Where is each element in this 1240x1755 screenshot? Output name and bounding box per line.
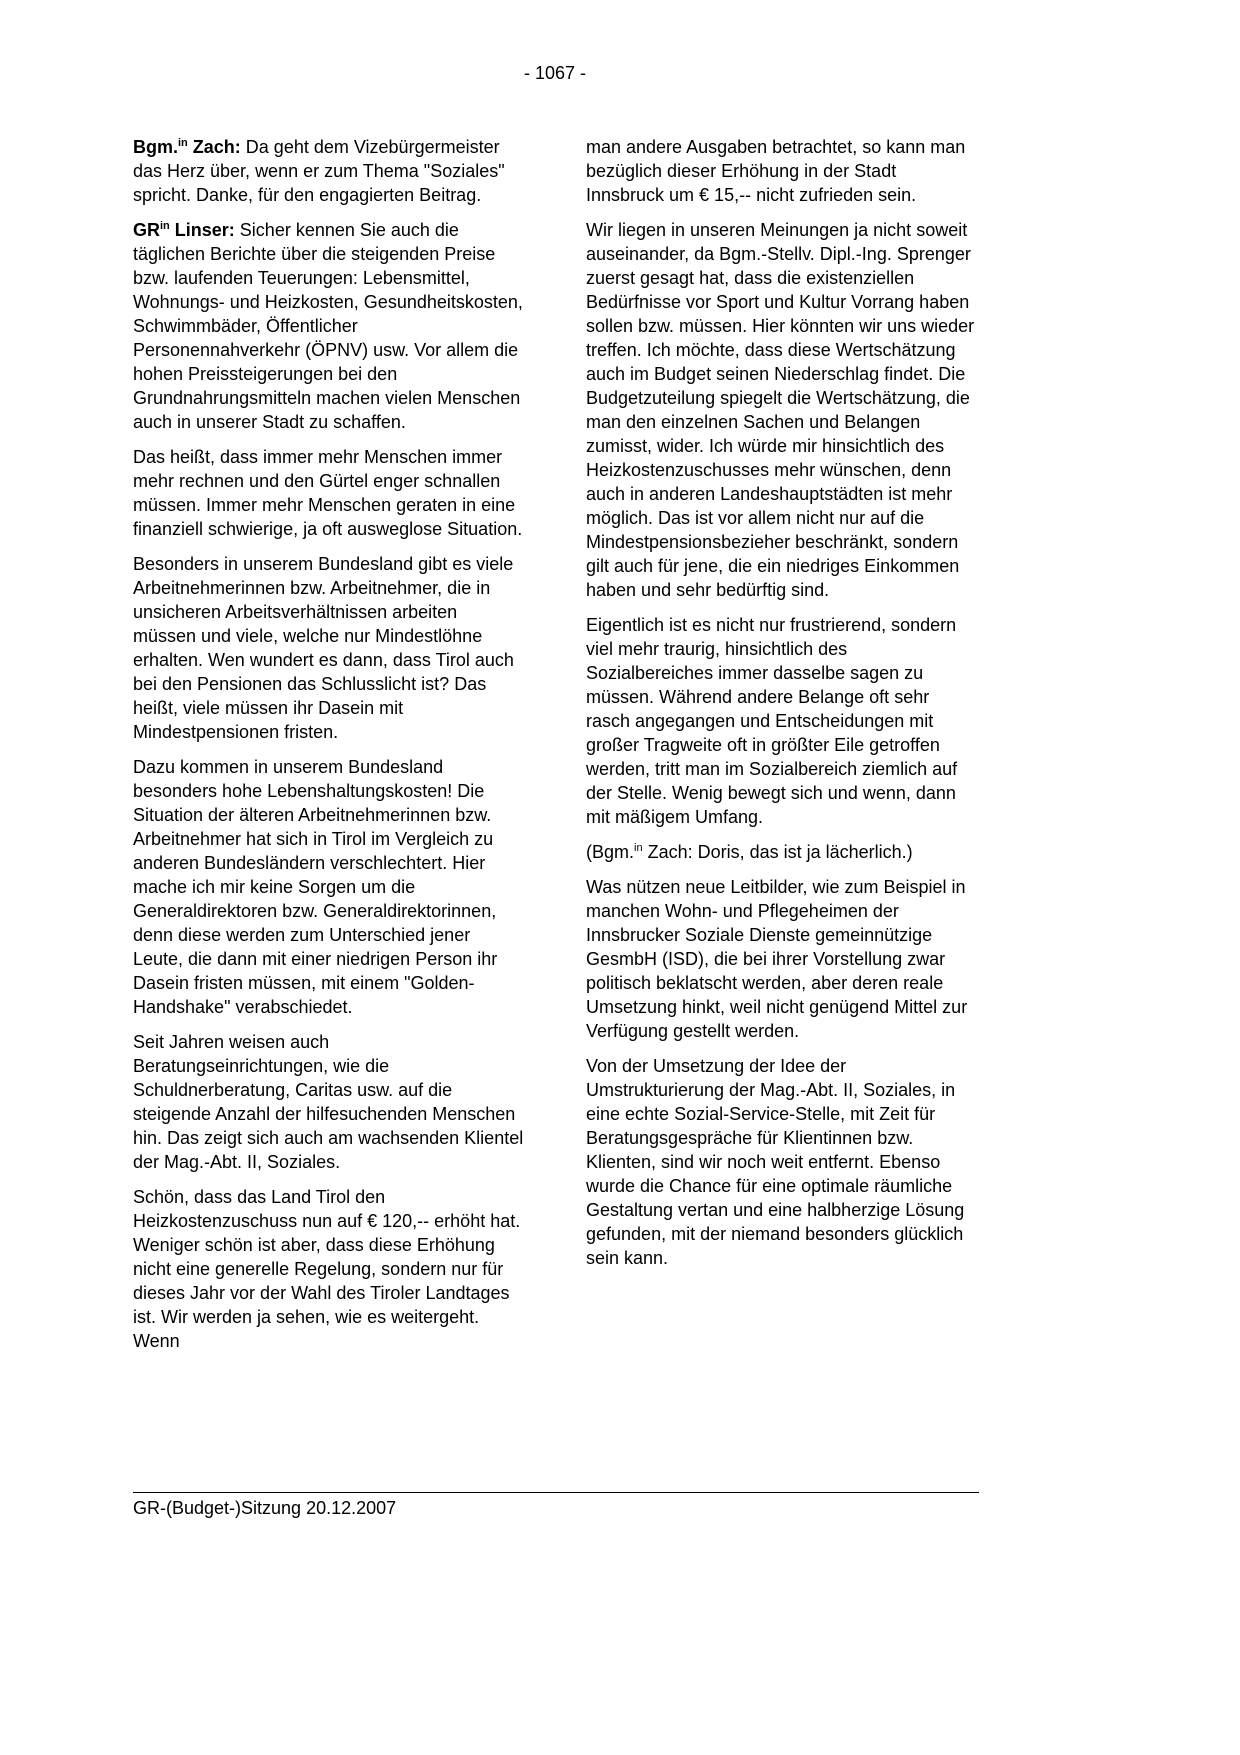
paragraph: Eigentlich ist es nicht nur frustrierend, sondern viel mehr traurig, hinsichtlich des Sozialbereiches immer dasselbe sagen zu müssen. Während andere Belange oft sehr rasch angegangen und Entscheidungen mit großer Tragweite oft in größter Eile getroffen werden, tritt man im Sozialbereich ziemlich auf der Stelle. Wenig bewegt sich und wenn, dann mit mäßigem Umfang. [586,615,958,827]
speaker-superscript: in [160,220,170,232]
footer-text: GR-(Budget-)Sitzung 20.12.2007 [133,1498,397,1518]
interjection-text: Zach: Doris, das ist ja lächerlich.) [642,842,913,862]
paragraph-interjection [586,840,977,864]
speaker-superscript: in [178,137,188,149]
speaker-name [133,220,235,240]
paragraph: Dazu kommen in unserem Bundesland besonders hohe Lebenshaltungskosten! Die Situation der älteren Arbeitnehmerinnen bzw. Arbeitnehmer hat sich in Tirol im Vergleich zu anderen Bundesländern verschlechtert. Hier mache ich mir keine Sorgen um die Generaldirektoren bzw. Generaldirektorinnen, denn diese werden zum Unterschied jener Leute, die dann mit einer niedrigen Person ihr Dasein fristen müssen, mit einem "Golden-Handshake" verabschiedet. [133,757,498,1017]
text-columns [133,135,977,1364]
speaker-prefix: GR [133,220,160,240]
paragraph-text: Sicher kennen Sie auch die täglichen Berichte über die steigenden Preise bzw. laufenden Teuerungen: Lebensmittel, Wohnungs- und Heizkosten, Gesundheitskosten, Schwimmbäder, Öffentlicher Personennahverkehr (ÖPNV) usw. Vor allem die hohen Preissteigerungen bei den Grundnahrungsmitteln machen vielen Menschen auch in unserer Stadt zu schaffen. [133,220,523,432]
paragraph: Schön, dass das Land Tirol den Heizkostenzuschuss nun auf € 120,-- erhöht hat. Weniger schön ist aber, dass diese Erhöhung nicht eine generelle Regelung, sondern nur für dieses Jahr vor der Wahl des Tiroler Landtages ist. Wir werden ja sehen, wie es weitergeht. Wenn [133,1187,521,1351]
speaker-prefix: Bgm. [133,137,178,157]
paragraph-speaker-zach [133,135,524,207]
paragraph: man andere Ausgaben betrachtet, so kann man bezüglich dieser Erhöhung in der Stadt Innsbruck um € 15,-- nicht zufrieden sein. [586,137,966,205]
speaker-name [133,137,241,157]
page-footer [133,1492,979,1519]
speaker-rest: Linser: [169,220,235,240]
paragraph-speaker-linser [133,218,524,434]
speaker-rest: Zach: [187,137,241,157]
footer-divider [133,1492,979,1493]
paragraph: Seit Jahren weisen auch Beratungseinrichtungen, wie die Schuldnerberatung, Caritas usw. auf die steigende Anzahl der hilfesuchenden Menschen hin. Das zeigt sich auch am wachsenden Klientel der Mag.-Abt. II, Soziales. [133,1032,524,1172]
paragraph: Was nützen neue Leitbilder, wie zum Beispiel in manchen Wohn- und Pflegeheimen der Innsbrucker Soziale Dienste gemeinnützige GesmbH (ISD), die bei ihrer Vorstellung zwar politisch beklatscht werden, aber deren reale Umsetzung hinkt, weil nicht genügend Mittel zur Verfügung gestellt werden. [586,877,968,1041]
right-column [586,135,977,1364]
paragraph: Das heißt, dass immer mehr Menschen immer mehr rechnen und den Gürtel enger schnallen müssen. Immer mehr Menschen geraten in eine finanziell schwierige, ja oft ausweglose Situation. [133,447,523,539]
page-number: - 1067 - [523,63,587,83]
paragraph: Wir liegen in unseren Meinungen ja nicht soweit auseinander, da Bgm.-Stellv. Dipl.-Ing. Sprenger zuerst gesagt hat, dass die existenziellen Bedürfnisse vor Sport und Kultur Vorrang haben sollen bzw. müssen. Hier könnten wir uns wieder treffen. Ich möchte, dass diese Wertschätzung auch im Budget seinen Niederschlag findet. Die Budgetzuteilung spiegelt die Wertschätzung, die man den einzelnen Sachen und Belangen zumisst, wider. Ich würde mir hinsichtlich des Heizkostenzuschusses mehr wünschen, denn auch in anderen Landeshauptstädten ist mehr möglich. Das ist vor allem nicht nur auf die Mindestpensionsbezieher beschränkt, sondern gilt auch für jene, die ein niedriges Einkommen haben und sehr bedürftig sind. [586,220,975,600]
paragraph: Besonders in unserem Bundesland gibt es viele Arbeitnehmerinnen bzw. Arbeitnehmer, die in unsicheren Arbeitsverhältnissen arbeiten müssen und viele, welche nur Mindestlöhne erhalten. Wen wundert es dann, dass Tirol auch bei den Pensionen das Schlusslicht ist? Das heißt, viele müssen ihr Dasein mit Mindestpensionen fristen. [133,554,514,742]
left-column [133,135,524,1364]
interjection-superscript: in [634,842,643,854]
paragraph: Von der Umsetzung der Idee der Umstrukturierung der Mag.-Abt. II, Soziales, in eine echte Sozial-Service-Stelle, mit Zeit für Beratungsgespräche für Klientinnen bzw. Klienten, sind wir noch weit entfernt. Ebenso wurde die Chance für eine optimale räumliche Gestaltung vertan und eine halbherzige Lösung gefunden, mit der niemand besonders glücklich sein kann. [586,1056,965,1268]
paragraph-text: Da geht dem Vizebürgermeister das Herz über, wenn er zum Thema "Soziales" spricht. Danke, für den engagierten Beitrag. [133,137,505,205]
interjection-prefix: (Bgm. [586,842,635,862]
page-content [133,0,977,1364]
